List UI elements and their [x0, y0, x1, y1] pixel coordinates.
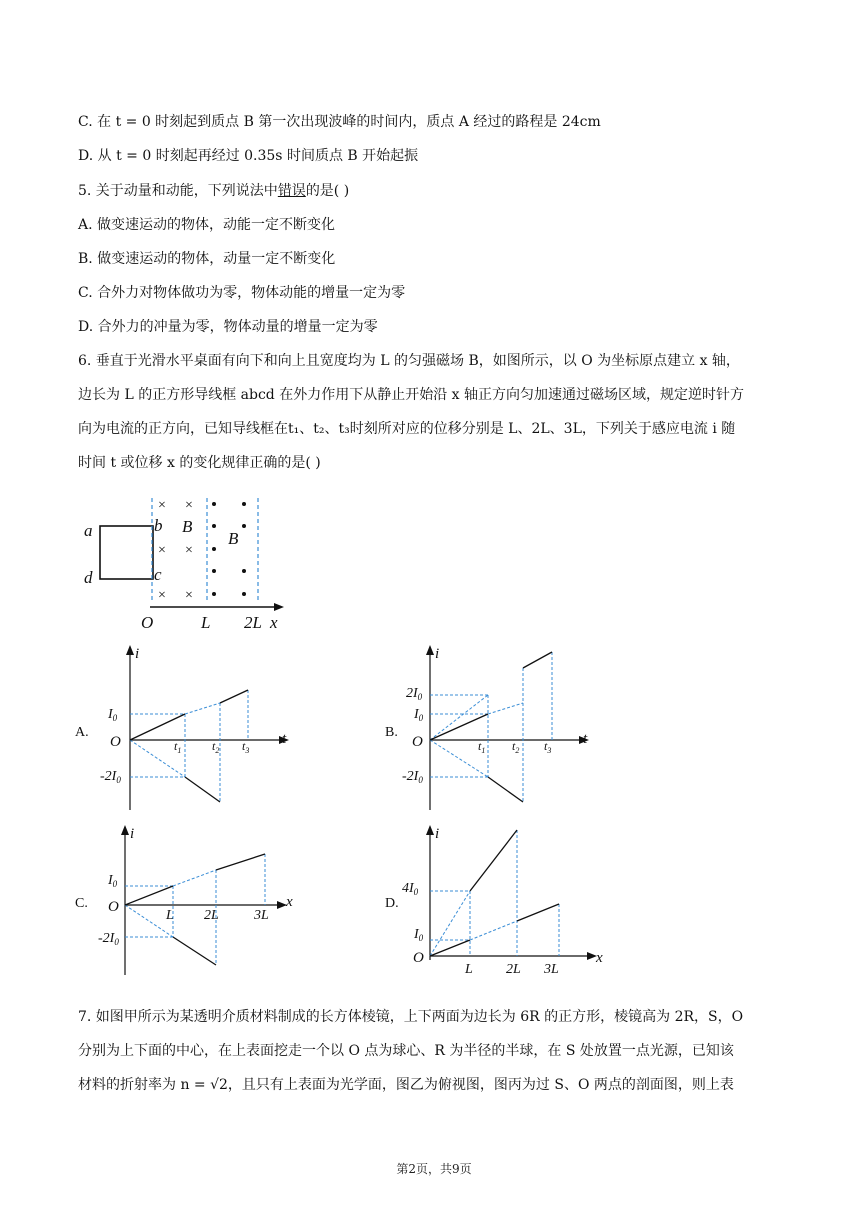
dashed-guides [125, 854, 265, 965]
label-B-up: B [228, 529, 239, 548]
label-I0 [107, 707, 118, 723]
q5-option-a: A. 做变速运动的物体，动能一定不断变化 [78, 217, 336, 233]
label-t3-main: t [242, 739, 246, 753]
origin-label: O [413, 950, 424, 966]
label-I0-main: I [414, 927, 419, 942]
magnetic-field-figure [70, 490, 300, 635]
segment [470, 830, 517, 891]
graph-option-a [70, 640, 300, 815]
guide [470, 921, 517, 940]
segment [488, 777, 523, 802]
q5-stem-post: 的是( ) [305, 183, 350, 199]
label-neg2I0 [402, 769, 423, 785]
q5-stem [78, 181, 349, 201]
dot [212, 547, 216, 551]
dot [212, 524, 216, 528]
q6-stem-line3: 向为电流的正方向，已知导线框在t₁、t₂、t₃时刻所对应的位移分别是 L、2L、3L，下列关于感应电流 i 随 [78, 421, 736, 437]
dot [242, 502, 246, 506]
origin-label: O [108, 899, 119, 915]
label-3L: 3L [254, 908, 269, 923]
cross: × [158, 588, 166, 603]
label-I0 [107, 873, 118, 889]
q5-option-b: B. 做变速运动的物体，动量一定不断变化 [78, 251, 336, 267]
cross: × [158, 498, 166, 513]
dots [212, 502, 246, 596]
label-I0 [413, 707, 424, 723]
label-4I0 [402, 881, 419, 897]
dot [212, 502, 216, 506]
page-footer: 第2页，共9页 [396, 1162, 472, 1176]
dot [242, 524, 246, 528]
guide [173, 870, 216, 886]
current-curve [125, 854, 265, 965]
segment [130, 714, 185, 740]
dot [242, 569, 246, 573]
label-t3 [242, 739, 249, 755]
x-axis-arrow [274, 603, 284, 611]
option-label: C. [75, 896, 88, 911]
dot [212, 592, 216, 596]
q7-stem-line3: 材料的折射率为 n = √2，且只有上表面为光学面，图乙为俯视图，图丙为过 S、O 两点的剖面图，则上表 [78, 1077, 734, 1093]
axis-label-t: t [583, 731, 588, 747]
dot [242, 592, 246, 596]
i-axis-arrow [126, 645, 134, 655]
q5-stem-pre: 5. 关于动量和动能，下列说法中 [78, 183, 278, 199]
label-t1-sub: 1 [481, 746, 486, 755]
guide [185, 703, 220, 714]
graph-option-c [70, 820, 310, 980]
label-b: b [154, 516, 163, 535]
current-curve [430, 652, 552, 802]
axis-label-x: x [596, 950, 603, 966]
i-axis-arrow [426, 645, 434, 655]
option-label: B. [385, 725, 398, 740]
label-t1 [478, 739, 485, 755]
label-4I0-sub: 0 [413, 887, 419, 897]
label-t1-sub: 1 [177, 746, 182, 755]
label-I0-main: I [108, 873, 113, 888]
label-L: L [166, 908, 174, 923]
label-2I0 [406, 686, 423, 702]
guide [430, 891, 470, 956]
label-t1-main: t [174, 739, 178, 753]
q5-option-c: C. 合外力对物体做功为零，物体动能的增量一定为零 [78, 285, 406, 301]
label-L: L [465, 962, 473, 977]
option-label: D. [385, 896, 399, 911]
label-I0-sub: 0 [112, 879, 118, 889]
label-t3-sub: 3 [245, 746, 250, 755]
segment [185, 777, 220, 802]
origin-label: O [110, 734, 121, 750]
label-c: c [154, 565, 162, 584]
label-neg2I0 [98, 931, 119, 947]
axis-label-x: x [286, 894, 293, 910]
label-I0-sub: 0 [418, 713, 424, 723]
label-x: x [270, 613, 278, 632]
q6-stem-line1: 6. 垂直于光滑水平桌面有向下和向上且宽度均为 L 的匀强磁场 B，如图所示，以 O 为坐标原点建立 x 轴， [78, 353, 740, 369]
label-2L: 2L [204, 908, 219, 923]
label-I0-sub: 0 [112, 713, 118, 723]
segment [173, 937, 216, 965]
origin-label: O [412, 734, 423, 750]
guide [488, 703, 523, 714]
label-O: O [141, 613, 154, 632]
label-2L: 2L [244, 613, 262, 632]
dashed-guides [430, 830, 559, 956]
current-curve [430, 830, 559, 956]
dot [212, 569, 216, 573]
option-label: A. [75, 725, 89, 740]
segment [220, 690, 248, 703]
label-L: L [201, 613, 211, 632]
label-t2-main: t [212, 739, 216, 753]
cross: × [185, 543, 193, 558]
label-d: d [84, 568, 93, 587]
graph-option-b [380, 640, 610, 815]
segment [523, 652, 552, 668]
label-4I0-main: 4I [402, 881, 414, 896]
i-axis-arrow [121, 825, 129, 835]
segment [216, 854, 265, 870]
label-I0 [413, 927, 424, 943]
label-2I0-sub: 0 [417, 692, 423, 702]
label-t3 [544, 739, 551, 755]
q6-stem-line4: 时间 t 或位移 x 的变化规律正确的是( ) [78, 455, 321, 471]
q4-option-c: C. 在 t = 0 时刻起到质点 B 第一次出现波峰的时间内，质点 A 经过的路程是 24cm [78, 114, 601, 130]
current-curve [130, 690, 248, 802]
i-axis-arrow [426, 825, 434, 835]
label-t3-sub: 3 [547, 746, 552, 755]
q5-stem-underlined: 错误 [277, 183, 306, 199]
label-3L: 3L [544, 962, 559, 977]
label-I0-main: I [414, 707, 419, 722]
label-2I0-main: 2I [406, 686, 418, 701]
axis-label-i: i [130, 826, 135, 842]
label-neg2I0-sub: 0 [116, 775, 121, 785]
label-neg2I0 [100, 769, 121, 785]
q6-stem-line2: 边长为 L 的正方形导线框 abcd 在外力作用下从静止开始沿 x 轴正方向匀加速通过磁场区域，规定逆时针方 [78, 387, 745, 403]
label-neg2I0-main: -2I [100, 769, 117, 784]
segment [517, 904, 559, 921]
label-I0-sub: 0 [418, 933, 424, 943]
cross: × [185, 498, 193, 513]
q4-option-d: D. 从 t = 0 时刻起再经过 0.35s 时间质点 B 开始起振 [78, 148, 419, 164]
crosses [158, 498, 193, 603]
label-t1 [174, 739, 181, 755]
graph-option-d [380, 820, 620, 980]
label-I0-main: I [108, 707, 113, 722]
q7-stem-line1: 7. 如图甲所示为某透明介质材料制成的长方体棱镜，上下两面为边长为 6R 的正方形，棱镜高为 2R，S，O [78, 1009, 744, 1025]
label-a: a [84, 521, 93, 540]
q7-stem-line2: 分别为上下面的中心，在上表面挖走一个以 O 点为球心、R 为半径的半球，在 S 处放置一点光源，已知该 [78, 1043, 734, 1059]
label-neg2I0-main: -2I [402, 769, 419, 784]
label-neg2I0-main: -2I [98, 931, 115, 946]
axis-label-i: i [135, 646, 140, 662]
label-neg2I0-sub: 0 [418, 775, 423, 785]
wire-frame-square [100, 526, 153, 579]
label-neg2I0-sub: 0 [114, 937, 119, 947]
cross: × [158, 543, 166, 558]
q5-option-d: D. 合外力的冲量为零，物体动量的增量一定为零 [78, 319, 378, 335]
axis-label-t: t [282, 731, 287, 747]
segment [125, 886, 173, 905]
axis-label-i: i [435, 826, 440, 842]
label-t2 [512, 739, 519, 755]
label-t2-sub: 2 [215, 746, 220, 755]
label-t3-main: t [544, 739, 548, 753]
label-t2-main: t [512, 739, 516, 753]
label-2L: 2L [506, 962, 521, 977]
segment [430, 940, 470, 956]
cross: × [185, 588, 193, 603]
label-B-down: B [182, 517, 193, 536]
label-t2 [212, 739, 219, 755]
label-t2-sub: 2 [515, 746, 520, 755]
axis-label-i: i [435, 646, 440, 662]
dashed-guides [130, 690, 248, 802]
label-t1-main: t [478, 739, 482, 753]
